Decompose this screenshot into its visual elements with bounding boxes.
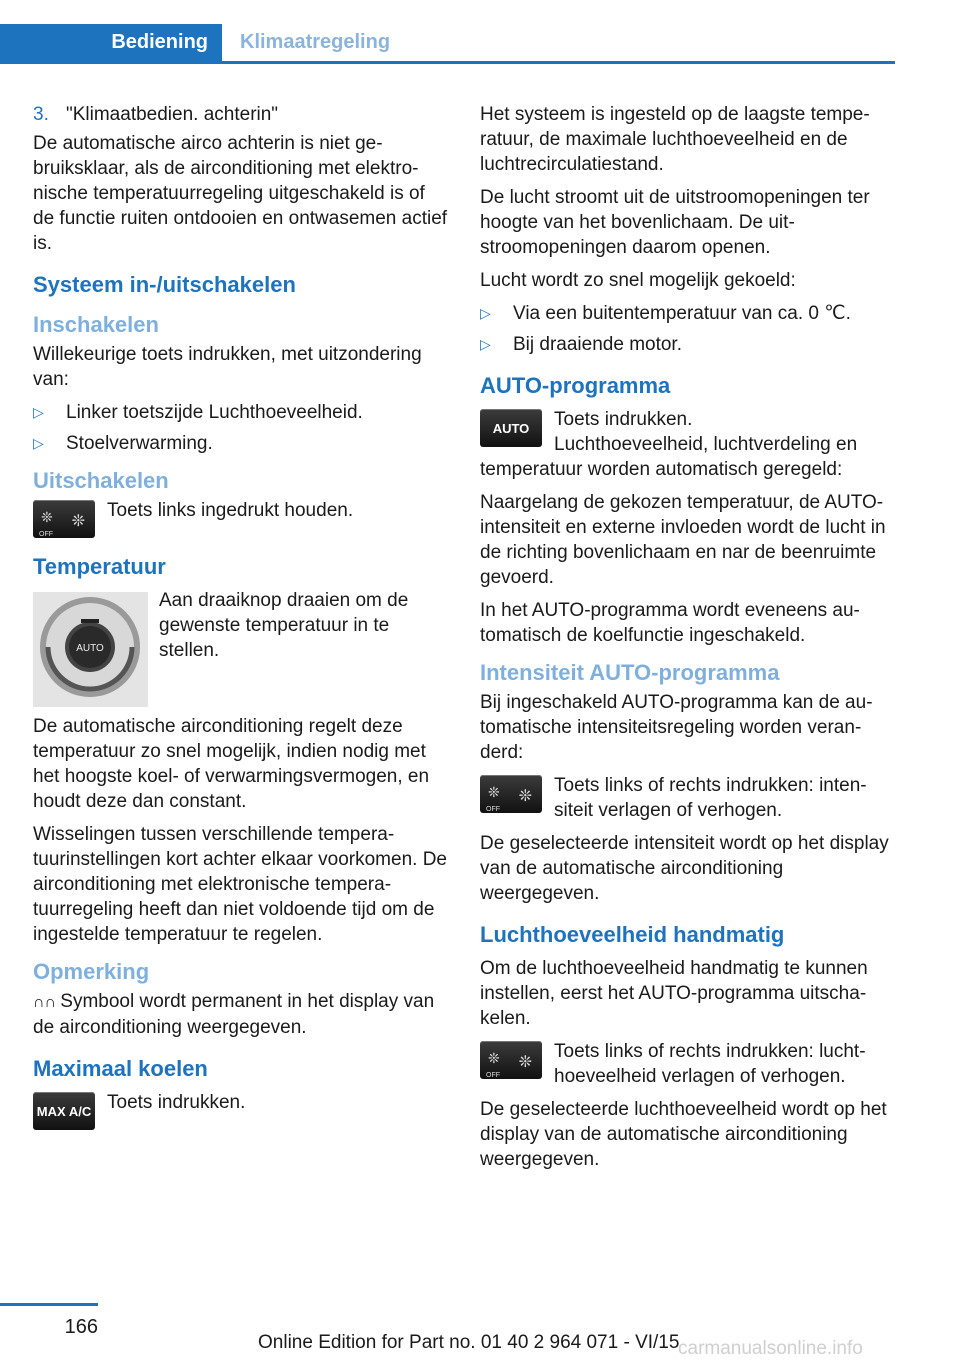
icon-text-cont: Luchthoeveelheid, luchtverdeling en temperatuur worden automatisch geregeld: (480, 434, 858, 480)
bullet-icon: ▷ (33, 404, 44, 420)
subheading-inschakelen: Inschakelen (33, 312, 159, 337)
paragraph: De geselecteerde luchthoeveelheid wordt op het display van de automatische airconditioning weergegeven. (480, 1099, 887, 1170)
auto-button-icon: AUTO (480, 409, 542, 447)
icon-row (480, 773, 895, 823)
fan-button-icon: ❊ OFF ❊ (480, 775, 542, 813)
icon-text: Toets indrukken. (107, 1092, 246, 1113)
snowflake-icon: ∩∩ (33, 994, 56, 1011)
icon-text: Toets links of rechts indrukken: intensiteit verlagen of verhogen. (554, 775, 867, 821)
heading-systeem: Systeem in-/uitschakelen (33, 272, 296, 297)
icon-text: Toets links ingedrukt houden. (107, 500, 354, 521)
tab-bediening[interactable]: Bediening (0, 24, 222, 61)
bullet-icon: ▷ (480, 336, 491, 352)
bullet-list (33, 400, 449, 456)
right-column (480, 102, 895, 1180)
icon-text: Aan draaiknop draaien om de gewenste temperatuur in te stellen. (159, 590, 409, 661)
subheading-intensiteit: Intensiteit AUTO-programma (480, 660, 780, 685)
numbered-item-3 (33, 102, 449, 127)
paragraph: De geselecteerde intensiteit wordt op het display van de automatische airconditioning weergegeven. (480, 833, 889, 904)
icon-row (480, 1039, 895, 1089)
edition-text: Online Edition for Part no. 01 40 2 964 071 - VI/15 (258, 1332, 680, 1353)
paragraph: De lucht stroomt uit de uitstroomopeningen ter hoogte van het bovenlichaam. De uitstroomopeningen daarom openen. (480, 187, 870, 258)
bullet-list (480, 301, 895, 357)
heading-temperatuur: Temperatuur (33, 554, 166, 579)
paragraph: Wisselingen tussen verschillende temperatuurinstellingen kort achter elkaar voorkomen. De airconditioning met elektronische temperatuurregeling heeft dan niet voldoende tijd om de ingestelde temperatuur te regelen. (33, 824, 447, 945)
temperature-knob-icon (33, 592, 148, 707)
icon-row (33, 1090, 449, 1130)
list-item: ▷ Via een buitentemperatuur van ca. 0 ℃. (480, 303, 851, 324)
list-item: ▷ Linker toetszijde Luchthoeveelheid. (33, 402, 363, 423)
max-ac-button-icon: MAX A/C (33, 1092, 95, 1130)
heading-luchthoeveelheid: Luchthoeveelheid handmatig (480, 922, 785, 947)
item-number: 3. (33, 104, 49, 125)
header-tabbar (0, 24, 895, 64)
paragraph: De automatische airconditioning regelt deze temperatuur zo snel mogelijk, indien nodig met het hoogste koel- of verwarmingsvermogen, en houdt deze dan constant. (33, 716, 430, 812)
knob-row (33, 588, 449, 706)
list-item: ▷ Stoelverwarming. (33, 433, 213, 454)
icon-row (480, 407, 895, 482)
subheading-opmerking: Opmerking (33, 959, 150, 984)
svg-text:AUTO: AUTO (76, 643, 104, 654)
item-text: "Klimaatbedien. achterin" (66, 104, 279, 125)
paragraph: De automatische airco achterin is niet gebruiksklaar, als de airconditioning met elektronische temperatuurregeling uitgeschakeld is of de functie ruiten ontdooien en ontwasemen actief is. (33, 133, 448, 254)
paragraph: ∩∩ Symbool wordt permanent in het display van de airconditioning weergegeven. (33, 991, 435, 1038)
paragraph: Naargelang de gekozen temperatuur, de AUTO-intensiteit en externe invloeden wordt de lucht in de richting bovenlichaam en nar de beenruimte gevoerd. (480, 492, 886, 588)
heading-maximaal: Maximaal koelen (33, 1056, 208, 1081)
icon-text: Toets indrukken. (554, 409, 693, 430)
fan-button-icon: ❊ OFF ❊ (480, 1041, 542, 1079)
paragraph: In het AUTO-programma wordt eveneens automatisch de koelfunctie ingeschakeld. (480, 600, 860, 646)
left-column (33, 102, 449, 1138)
tab-klimaatregeling[interactable]: Klimaatregeling (240, 31, 391, 53)
icon-row (33, 498, 449, 538)
bullet-icon: ▷ (33, 435, 44, 451)
footer-rule (0, 1303, 98, 1306)
paragraph: Willekeurige toets indrukken, met uitzondering van: (33, 344, 422, 390)
page-number: 166 (64, 1316, 98, 1338)
bullet-icon: ▷ (480, 305, 491, 321)
watermark: carmanualsonline.info (678, 1338, 863, 1359)
paragraph: Bij ingeschakeld AUTO-programma kan de automatische intensiteitsregeling worden veranderd: (480, 692, 873, 763)
subheading-uitschakelen: Uitschakelen (33, 468, 169, 493)
fan-off-button-icon: ❊ OFF ❊ (33, 500, 95, 538)
paragraph: Het systeem is ingesteld op de laagste temperatuur, de maximale luchthoeveelheid en de luchtrecirculatiestand. (480, 104, 870, 175)
paragraph: Om de luchthoeveelheid handmatig te kunnen instellen, eerst het AUTO-programma uitschakelen. (480, 958, 868, 1029)
heading-auto-programma: AUTO-programma (480, 373, 671, 398)
paragraph: Lucht wordt zo snel mogelijk gekoeld: (480, 270, 796, 291)
icon-text: Toets links of rechts indrukken: luchthoeveelheid verlagen of verhogen. (554, 1041, 866, 1087)
list-item: ▷ Bij draaiende motor. (480, 334, 682, 355)
